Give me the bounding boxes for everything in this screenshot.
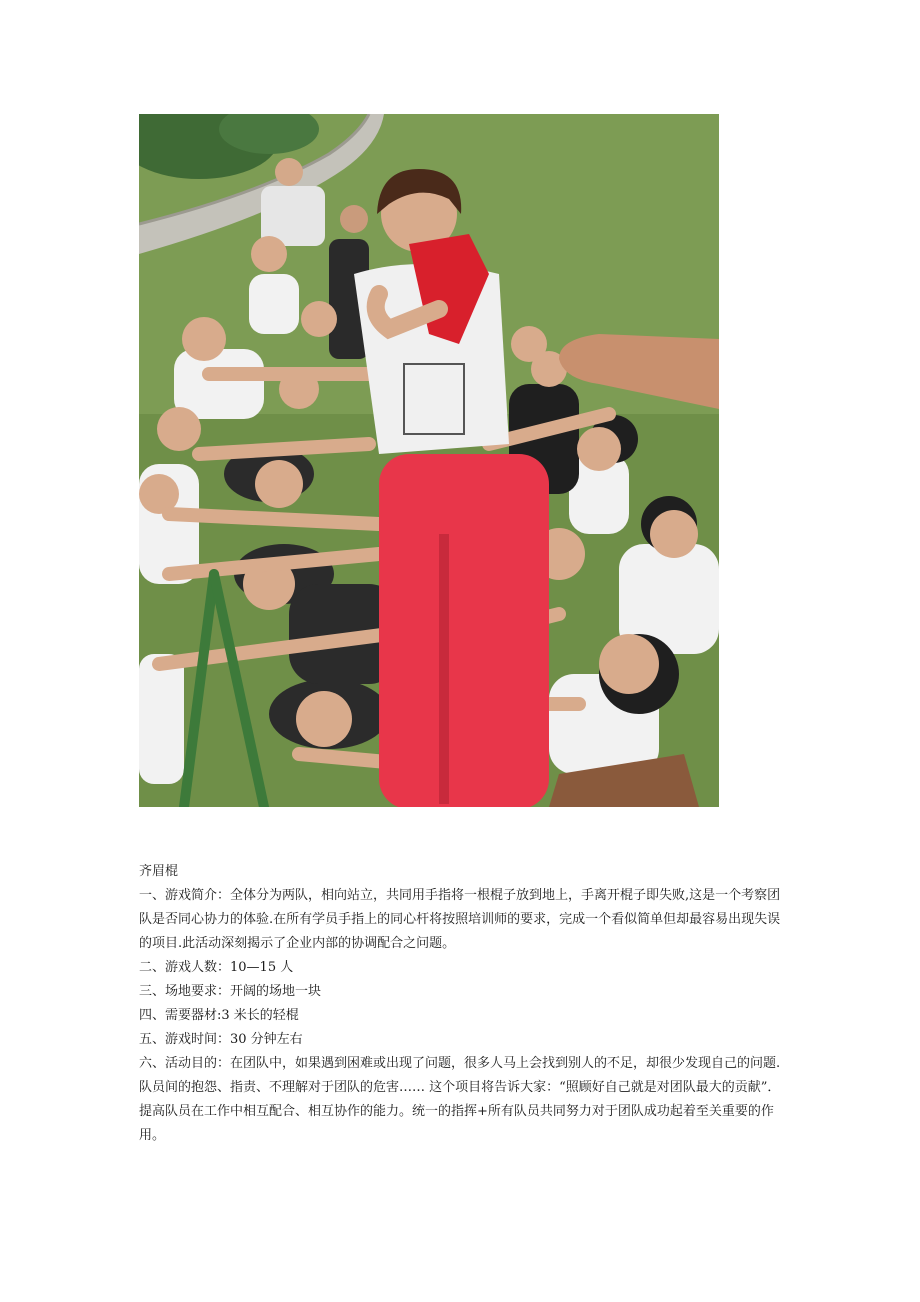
paragraph-intro: 一、游戏简介：全体分为两队，相向站立，共同用手指将一根棍子放到地上，手离开棍子即失败,这是一个考察团队是否同心协力的体验.在所有学员手指上的同心杆将按照培训师的要求，完成一个看似简单但却最容易出现失误的项目.此活动深刻揭示了企业内部的协调配合之问题。 — [139, 888, 781, 951]
paragraph-duration: 五、游戏时间：30 分钟左右 — [139, 1032, 303, 1047]
document-title: 齐眉棍 — [139, 864, 179, 879]
team-activity-photo — [139, 114, 719, 807]
activity-description — [139, 860, 789, 1148]
paragraph-venue: 三、场地要求：开阔的场地一块 — [139, 984, 322, 999]
paragraph-purpose: 六、活动目的：在团队中，如果遇到困难或出现了问题，很多人马上会找到别人的不足，却很少发现自己的问题.队员间的抱怨、指责、不理解对于团队的危害…… 这个项目将告诉大家：“照顾好自己就是对团队最大的贡献”．提高队员在工作中相互配合、相互协作的能力。统一的指挥+所有队员共同努力对于团队成功起着至关重要的作用。 — [139, 1056, 781, 1143]
paragraph-players: 二、游戏人数：10—15 人 — [139, 960, 294, 975]
paragraph-equipment: 四、需要器材:3 米长的轻棍 — [139, 1008, 299, 1023]
photo-illustration — [139, 114, 719, 807]
